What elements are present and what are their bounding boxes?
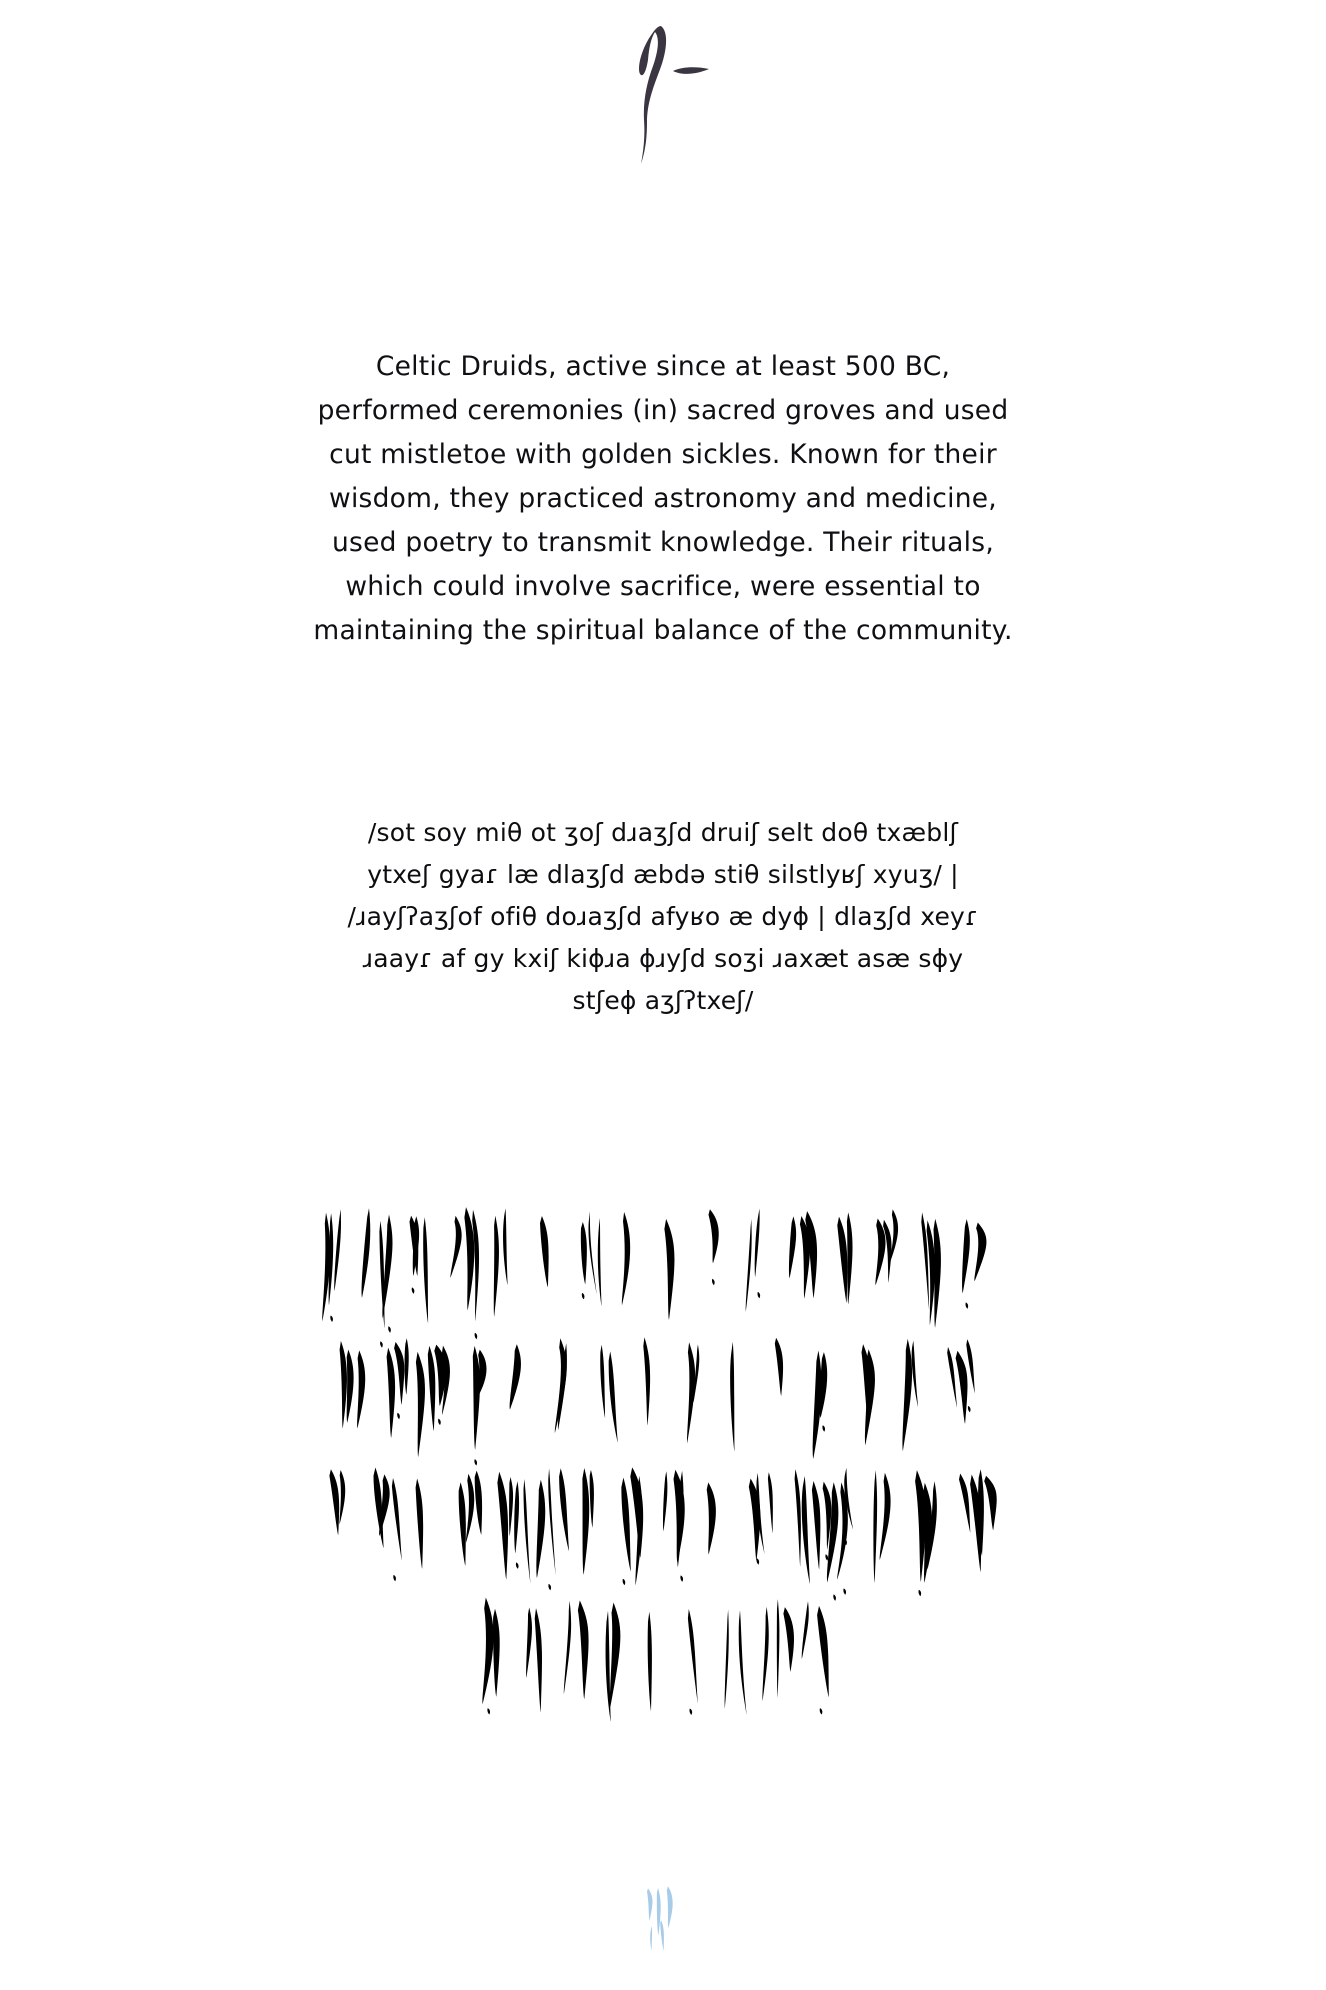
conscript-glyph (663, 1470, 685, 1582)
english-line: performed ceremonies (in) sacred groves and used (317, 395, 1009, 426)
conscript-glyph (582, 1468, 594, 1575)
conscript-glyph (643, 1337, 650, 1425)
conscript-glyph (875, 1209, 898, 1285)
page-number-glyph-icon (628, 1876, 698, 1956)
ipa-line: /ɹayʃʔaʒʃof ofiθ doɹaʒʃd afyʁo æ dyɸ | dlaʒʃd xeyɾ (347, 902, 979, 931)
ipa-line: ɹaayɾ af gy kxiʃ kiɸɹa ɸɹyʃd soʒi ɹaxæt asæ sɸy (362, 944, 964, 973)
conscript-row-svg (323, 1205, 1003, 1333)
conscript-glyph (322, 1209, 341, 1322)
conscript-glyph (813, 1351, 828, 1459)
conscript-glyph (749, 1472, 773, 1564)
english-line: maintaining the spiritual balance of the community. (313, 615, 1013, 646)
conscript-row-svg (483, 1595, 843, 1723)
conscript-glyph (664, 1219, 674, 1320)
conscript-glyph (862, 1344, 875, 1445)
conscript-glyph (410, 1216, 429, 1324)
conscript-row (0, 1595, 1326, 1725)
conscript-glyph (959, 1469, 997, 1572)
conscript-glyph (621, 1467, 643, 1585)
conscript-glyph (622, 1212, 630, 1305)
folio-stroke (647, 1888, 652, 1920)
conscript-glyph (915, 1470, 937, 1596)
conscript-glyph (709, 1209, 719, 1285)
conscript-glyph (730, 1342, 734, 1452)
ornament-container (0, 18, 1326, 188)
folio-container (0, 1876, 1326, 1956)
conscript-glyph (497, 1472, 530, 1583)
conscript-glyph (795, 1469, 832, 1584)
conscript-glyph (746, 1209, 760, 1312)
conscript-glyph (473, 1346, 487, 1466)
folio-stroke (660, 1920, 664, 1951)
conscript-glyph (387, 1338, 425, 1457)
english-line: wisdom, they practiced astronomy and medicine, (329, 483, 997, 514)
conscript-glyph (526, 1607, 542, 1712)
conscript-glyph (707, 1482, 716, 1554)
conscript-glyph (762, 1599, 794, 1701)
conscript-row (0, 1205, 1326, 1335)
english-paragraph (293, 345, 1033, 653)
conscript-glyph (789, 1211, 817, 1298)
conscript-glyph (921, 1212, 941, 1327)
conscript-glyph (688, 1609, 698, 1715)
conscript-glyph (581, 1211, 602, 1306)
conscript-glyph (802, 1601, 829, 1714)
conscript-glyph (494, 1208, 508, 1317)
conscript-glyph (416, 1479, 424, 1569)
conscript-glyph (564, 1600, 589, 1699)
conscript-glyph (482, 1598, 499, 1715)
conscript-glyph (510, 1344, 521, 1409)
conscript-row (0, 1335, 1326, 1465)
conscript-glyph (600, 1345, 618, 1443)
conscript-row (0, 1465, 1326, 1595)
flourish-dash (673, 67, 709, 74)
conscript-glyph (902, 1339, 918, 1451)
conscript-glyph (837, 1212, 852, 1304)
conscript-glyph (827, 1468, 853, 1601)
conscript-block (0, 1205, 1326, 1725)
english-line: which could involve sacrifice, were essential to (345, 571, 981, 602)
ipa-line: ytxeʃ gyaɾ læ dlaʒʃd æbdə stiθ silstlyʁʃ xyuʒ/ | (367, 860, 959, 889)
conscript-row-svg (328, 1465, 998, 1593)
flourish-stroke (639, 26, 666, 164)
conscript-glyph (428, 1345, 450, 1432)
ipa-line: /sot soy miθ ot ʒoʃ dɹaʒʃd druiʃ selt doθ txæblʃ (367, 818, 959, 847)
folio-stroke (667, 1886, 673, 1928)
conscript-glyph (340, 1341, 366, 1429)
conscript-row-svg (338, 1335, 988, 1463)
folio-stroke (650, 1926, 652, 1950)
conscript-glyph (687, 1342, 699, 1443)
conscript-glyph (540, 1216, 549, 1287)
conscript-glyph (725, 1610, 747, 1715)
english-line: used poetry to transmit knowledge. Their rituals, (331, 527, 994, 558)
conscript-glyph (947, 1339, 975, 1423)
conscript-glyph (962, 1219, 986, 1309)
conscript-glyph (373, 1468, 401, 1582)
conscript-glyph (329, 1469, 345, 1535)
conscript-glyph (775, 1338, 783, 1396)
conscript-glyph (450, 1207, 479, 1339)
ipa-line: stʃeɸ aʒʃʔtxeʃ/ (572, 986, 754, 1015)
ipa-transcription (263, 812, 1063, 1022)
english-line: cut mistletoe with golden sickles. Known for their (329, 439, 997, 470)
conscript-glyph (536, 1468, 569, 1590)
english-line: Celtic Druids, active since at least 500 BC, (375, 351, 951, 382)
conscript-glyph (873, 1470, 890, 1583)
conscript-glyph (555, 1338, 567, 1433)
conscript-glyph (362, 1208, 393, 1347)
conscript-glyph (606, 1603, 621, 1722)
folio-stroke (657, 1888, 661, 1935)
conscript-glyph (648, 1612, 652, 1711)
conscript-glyph (459, 1471, 482, 1566)
calligraphic-flourish-icon (603, 18, 723, 178)
